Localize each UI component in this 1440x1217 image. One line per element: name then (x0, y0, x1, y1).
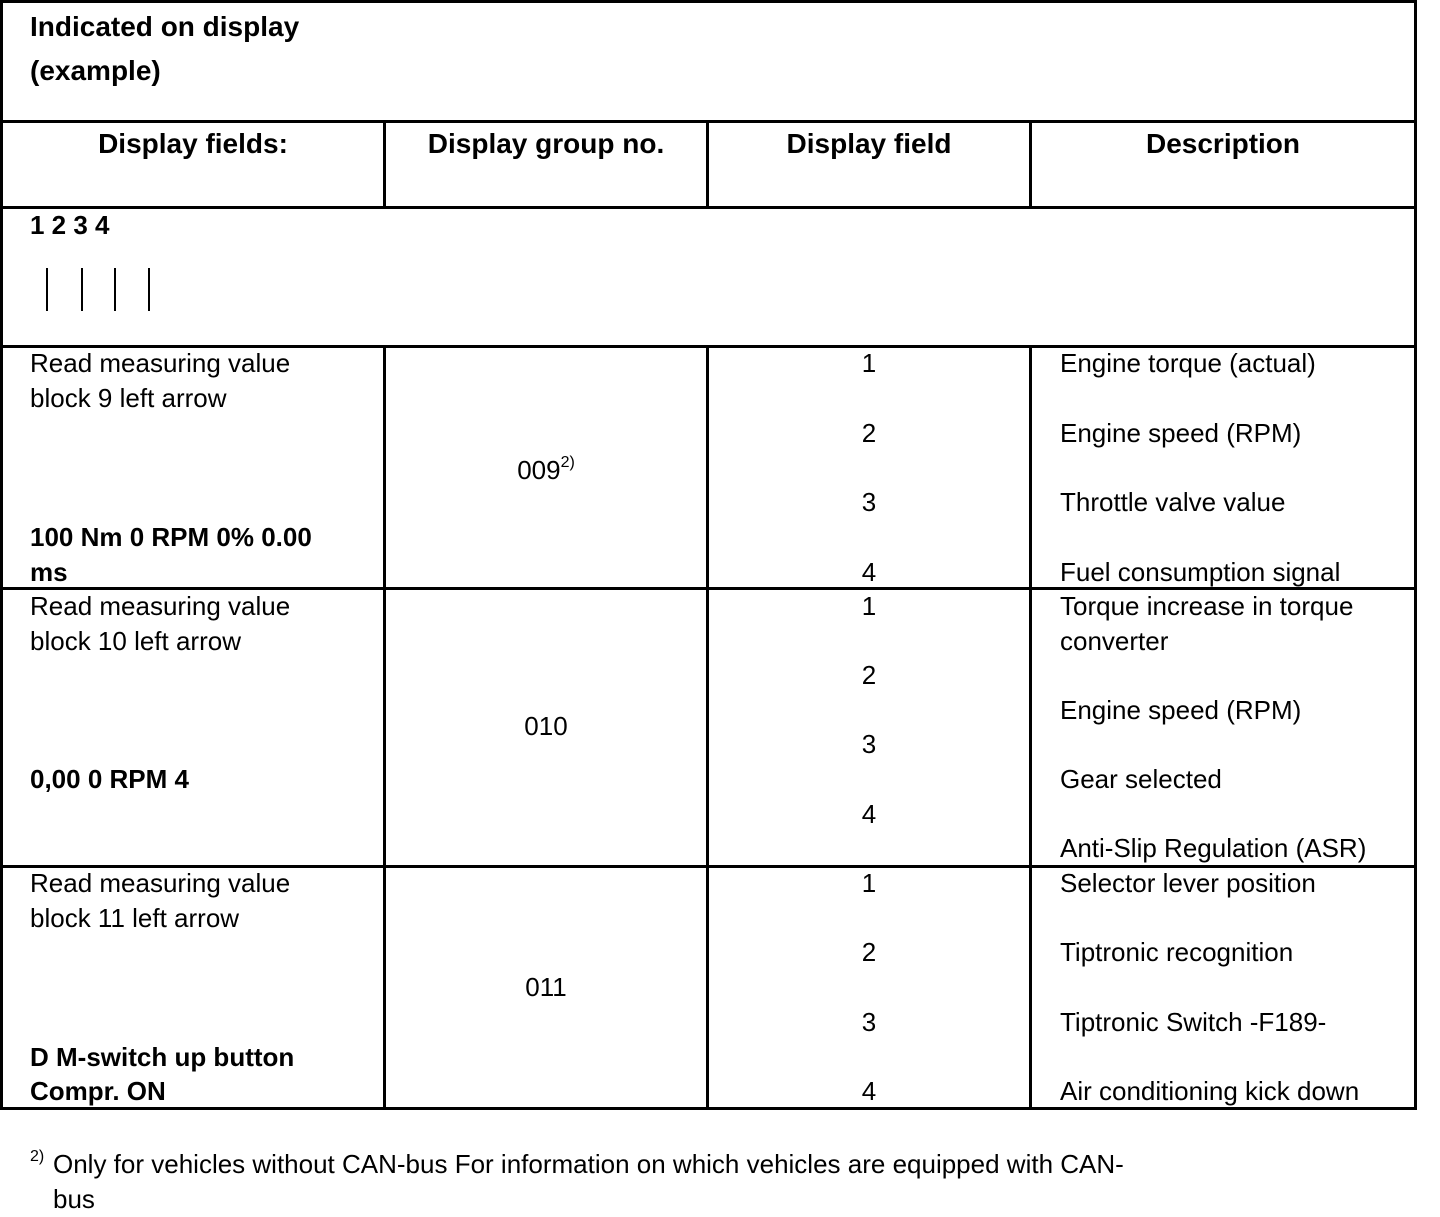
row-10-field-2: 2 (861, 660, 877, 690)
row-10-description-4: Anti-Slip Regulation (ASR) (1060, 833, 1367, 863)
row-9-value-line-2: ms (30, 557, 68, 587)
row-9-label-line-2: block 9 left arrow (30, 383, 227, 413)
column-divider-3-body (1029, 345, 1032, 1110)
column-header-display-fields: Display fields: (98, 128, 288, 159)
row-9-group-footnote-ref: 2) (560, 454, 575, 471)
row-11-field-4: 4 (861, 1076, 877, 1106)
row-9-group-value: 009 (517, 455, 561, 485)
row-11-label-line-1: Read measuring value (30, 868, 291, 898)
row-9-group-number (386, 453, 706, 488)
title-line-1: Indicated on display (30, 11, 300, 42)
row-11-description-2: Tiptronic recognition (1060, 937, 1294, 967)
display-field-numbers: 1 2 3 4 (30, 210, 110, 240)
table-title (30, 5, 299, 93)
footnote-line-2: bus (53, 1184, 95, 1214)
row-9-field-2: 2 (861, 418, 877, 448)
row-11-field-3: 3 (861, 1007, 877, 1037)
table-border-right (1414, 0, 1417, 1110)
row-11-description-4: Air conditioning kick down (1060, 1076, 1360, 1106)
row-10-label-line-2: block 10 left arrow (30, 626, 241, 656)
footnote-line-1: Only for vehicles without CAN-bus For information on which vehicles are equipped with CAN- (53, 1149, 1124, 1179)
row-11-field-1: 1 (861, 868, 877, 898)
row-10-value-line-1: 0,00 0 RPM 4 (30, 764, 189, 794)
row-10-field-4: 4 (861, 799, 877, 829)
row-9-label-line-1: Read measuring value (30, 348, 291, 378)
row-10-description-2: Engine speed (RPM) (1060, 695, 1302, 725)
row-11-value-line-2: Compr. ON (30, 1076, 166, 1106)
row-10-group-number: 010 (524, 711, 568, 741)
row-11-value-line-1: D M-switch up button (30, 1042, 295, 1072)
row-9-value-line-1: 100 Nm 0 RPM 0% 0.00 (30, 522, 312, 552)
display-field-tick-3 (114, 268, 116, 311)
row-11-label-line-2: block 11 left arrow (30, 903, 240, 933)
row-9-field-3: 3 (861, 487, 877, 517)
display-field-tick-2 (81, 268, 83, 311)
column-header-display-field: Display field (786, 128, 952, 159)
row-9-description-2: Engine speed (RPM) (1060, 418, 1302, 448)
display-field-tick-4 (148, 268, 150, 311)
row-10-label-line-1: Read measuring value (30, 591, 291, 621)
footnote-marker: 2) (30, 1148, 45, 1165)
row-10-description-3: Gear selected (1060, 764, 1222, 794)
row-10-field-1: 1 (861, 591, 877, 621)
row-10-description-1-line-1: Torque increase in torque (1060, 591, 1354, 621)
column-header-display-group: Display group no. (427, 128, 665, 159)
row-9-description-1: Engine torque (actual) (1060, 348, 1316, 378)
row-10-field-3: 3 (861, 729, 877, 759)
display-field-tick-1 (46, 268, 48, 311)
row-11-field-2: 2 (861, 937, 877, 967)
table-border-top (0, 0, 1417, 3)
row-10-description-1-line-2: converter (1060, 626, 1169, 656)
column-header-description: Description (1145, 128, 1301, 159)
table-border-left (0, 0, 3, 1110)
row-9-description-4: Fuel consumption signal (1060, 557, 1341, 587)
title-line-2: (example) (30, 55, 161, 86)
row-11-group-number: 011 (525, 972, 567, 1002)
row-11-description-1: Selector lever position (1060, 868, 1316, 898)
row-9-field-4: 4 (861, 557, 877, 587)
row-9-field-1: 1 (861, 348, 877, 378)
row-9-description-3: Throttle valve value (1060, 487, 1286, 517)
row-11-description-3: Tiptronic Switch -F189- (1060, 1007, 1327, 1037)
